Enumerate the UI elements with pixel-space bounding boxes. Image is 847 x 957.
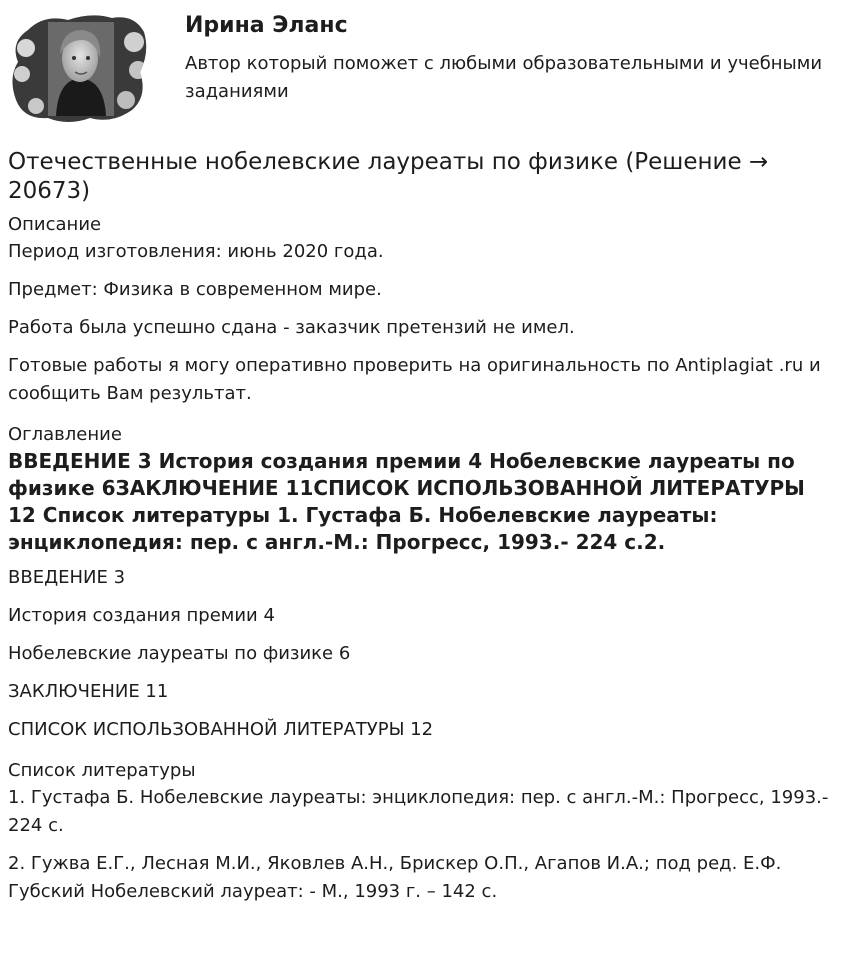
author-info bbox=[185, 12, 825, 106]
references-label: Список литературы bbox=[8, 760, 196, 781]
references-section bbox=[8, 758, 837, 906]
toc-summary: ВВЕДЕНИЕ 3 История создания премии 4 Нобелевские лауреаты по физике 6ЗАКЛЮЧЕНИЕ 11СПИСОК ИСПОЛЬЗОВАННОЙ ЛИТЕРАТУРЫ 12 Список литературы 1. Густафа Б. Нобелевские лауреаты: энциклопедия: пер. с англ.-М.: Прогресс, 1993.- 224 с.2. bbox=[8, 449, 805, 554]
description-label: Описание bbox=[8, 214, 102, 235]
toc-item: ЗАКЛЮЧЕНИЕ 11 bbox=[8, 681, 169, 702]
toc-item: Нобелевские лауреаты по физике 6 bbox=[8, 643, 351, 664]
toc-section bbox=[8, 422, 837, 744]
author-description: Автор который поможет с любыми образовательными и учебными заданиями bbox=[185, 53, 823, 102]
author-avatar bbox=[8, 8, 150, 126]
toc-item: История создания премии 4 bbox=[8, 605, 275, 626]
toc-label: Оглавление bbox=[8, 424, 122, 445]
toc-item: ВВЕДЕНИЕ 3 bbox=[8, 567, 126, 588]
description-paragraph: Предмет: Физика в современном мире. bbox=[8, 279, 382, 300]
reference-item: 2. Гужва Е.Г., Лесная М.И., Яковлев А.Н., Брискер О.П., Агапов И.А.; под ред. Е.Ф. Губский Нобелевский лауреат: - М., 1993 г. – 142 с. bbox=[8, 853, 782, 902]
author-card bbox=[8, 8, 839, 128]
author-name: Ирина Эланс bbox=[185, 13, 348, 38]
description-section bbox=[8, 212, 837, 408]
page-title: Отечественные нобелевские лауреаты по физике (Решение → 20673) bbox=[8, 149, 769, 204]
reference-item: 1. Густафа Б. Нобелевские лауреаты: энциклопедия: пер. с англ.-М.: Прогресс, 1993.- 224 с. bbox=[8, 787, 829, 836]
description-paragraph: Период изготовления: июнь 2020 года. bbox=[8, 241, 384, 262]
description-paragraph: Работа была успешно сдана - заказчик претензий не имел. bbox=[8, 317, 575, 338]
description-paragraph: Готовые работы я могу оперативно проверить на оригинальность по Antiplagiat .ru и сообщить Вам результат. bbox=[8, 355, 821, 404]
main-content bbox=[8, 148, 837, 916]
toc-item: СПИСОК ИСПОЛЬЗОВАННОЙ ЛИТЕРАТУРЫ 12 bbox=[8, 719, 434, 740]
